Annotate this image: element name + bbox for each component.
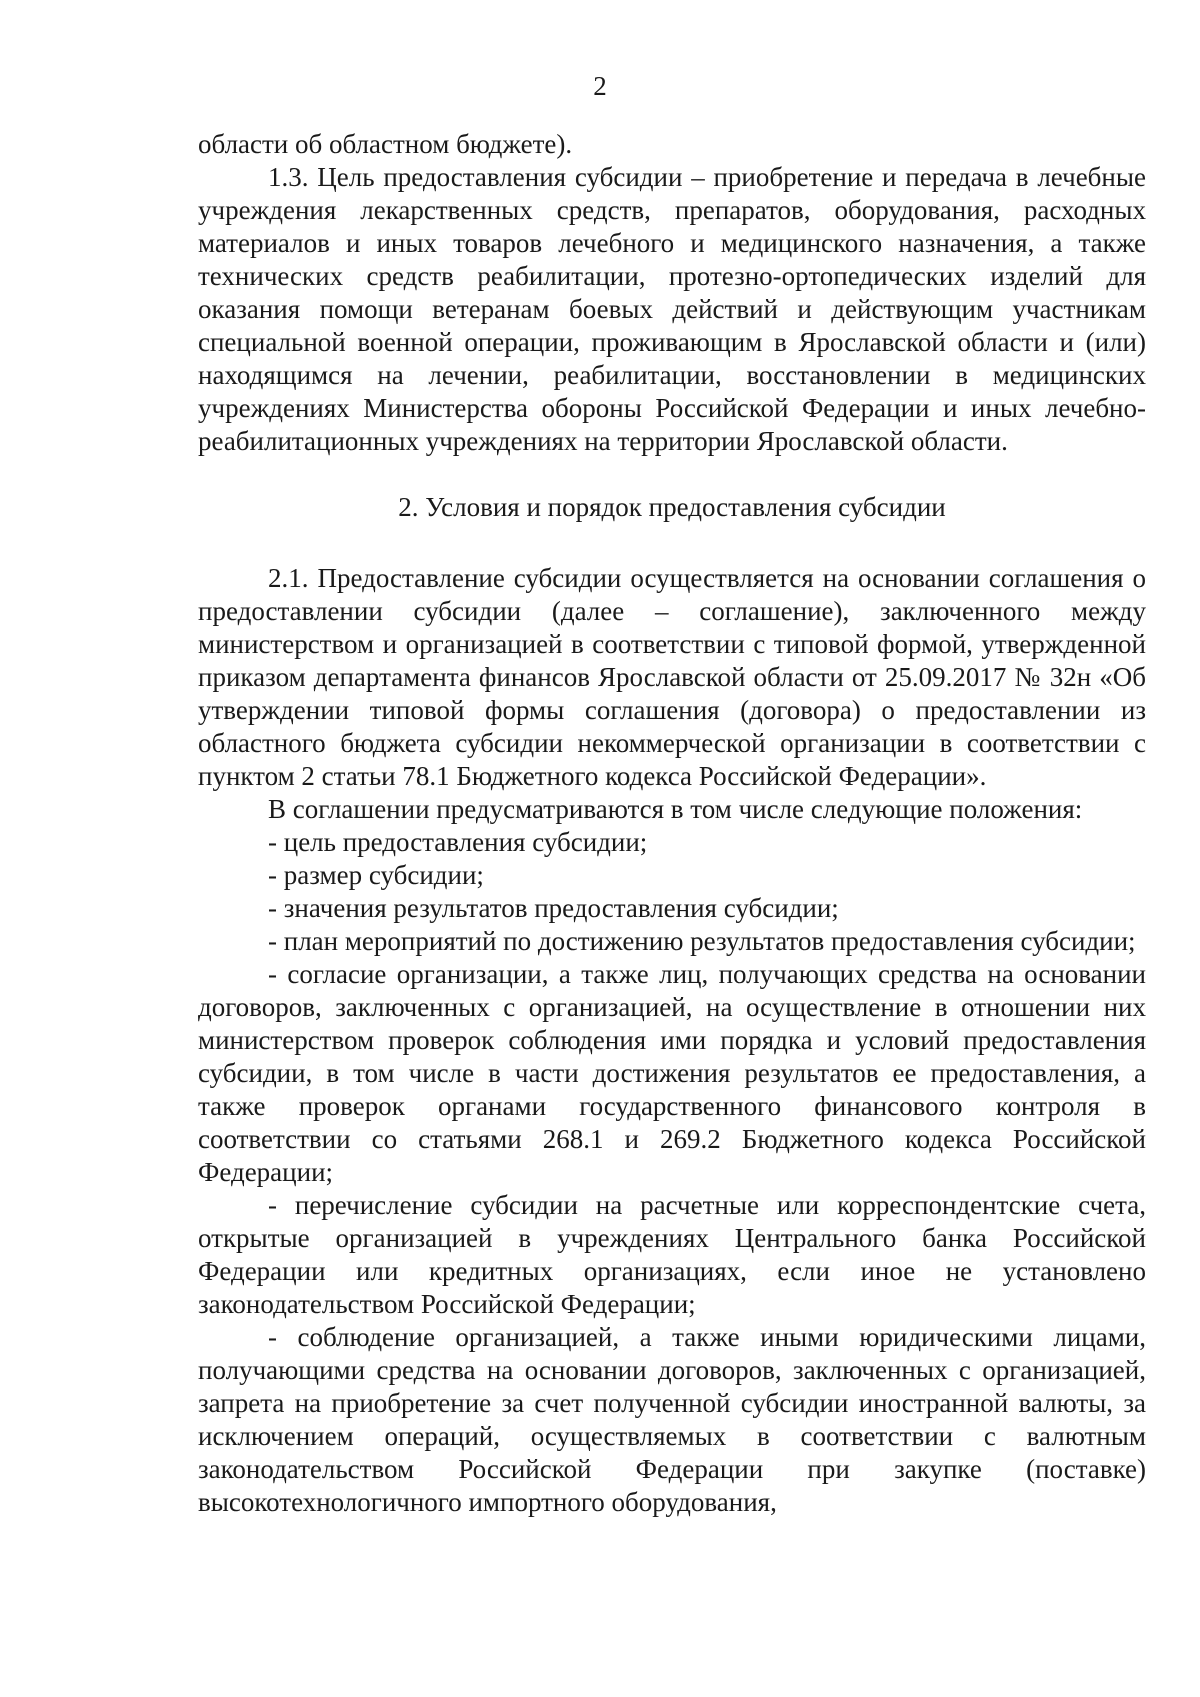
section-2-body <box>198 562 1146 1519</box>
list-item: - план мероприятий по достижению результатов предоставления субсидии; <box>268 926 1136 956</box>
list-item: - размер субсидии; <box>268 860 484 890</box>
list-item: - перечисление субсидии на расчетные или корреспондентские счета, открытые организацией в учреждениях Центрального банка Российской Федерации или кредитных организациях, если иное не установлено законодательством Российской Федерации; <box>198 1190 1146 1319</box>
paragraph-2-1: 2.1. Предоставление субсидии осуществляется на основании соглашения о предоставлении субсидии (далее – соглашение), заключенного между министерством и организацией в соответствии с типовой формой, утвержденной приказом департамента финансов Ярославской области от 25.09.2017 № 32н «Об утверждении типовой формы соглашения (договора) о предоставлении из областного бюджета субсидии некоммерческой организации в соответствии с пунктом 2 статьи 78.1 Бюджетного кодекса Российской Федерации». <box>198 563 1146 791</box>
document-body <box>198 128 1146 1519</box>
paragraph-agreement-intro: В соглашении предусматриваются в том числе следующие положения: <box>268 794 1083 824</box>
list-item: - цель предоставления субсидии; <box>268 827 648 857</box>
list-item: - значения результатов предоставления субсидии; <box>268 893 839 923</box>
section-heading: 2. Условия и порядок предоставления субсидии <box>398 492 946 522</box>
list-item: - соблюдение организацией, а также иными юридическими лицами, получающими средства на основании договоров, заключенных с организацией, запрета на приобретение за счет полученной субсидии иностранной валюты, за исключением операций, осуществляемых в соответствии с валютным законодательством Российской Федерации при закупке (поставке) высокотехнологичного импортного оборудования, <box>198 1322 1146 1517</box>
paragraph-continuation: области об областном бюджете). <box>198 129 573 159</box>
page-number: 2 <box>593 71 607 101</box>
paragraph-1-3: 1.3. Цель предоставления субсидии – приобретение и передача в лечебные учреждения лекарственных средств, препаратов, оборудования, расходных материалов и иных товаров лечебного и медицинского назначения, а также технических средств реабилитации, протезно-ортопедических изделий для оказания помощи ветеранам боевых действий и действующим участникам специальной военной операции, проживающим в Ярославской области и (или) находящимся на лечении, реабилитации, восстановлении в медицинских учреждениях Министерства обороны Российской Федерации и иных лечебно-реабилитационных учреждениях на территории Ярославской области. <box>198 162 1146 456</box>
list-item: - согласие организации, а также лиц, получающих средства на основании договоров, заключенных с организацией, на осуществление в отношении них министерством проверок соблюдения ими порядка и условий предоставления субсидии, в том числе в части достижения результатов ее предоставления, а также проверок органами государственного финансового контроля в соответствии со статьями 268.1 и 269.2 Бюджетного кодекса Российской Федерации; <box>198 959 1146 1187</box>
